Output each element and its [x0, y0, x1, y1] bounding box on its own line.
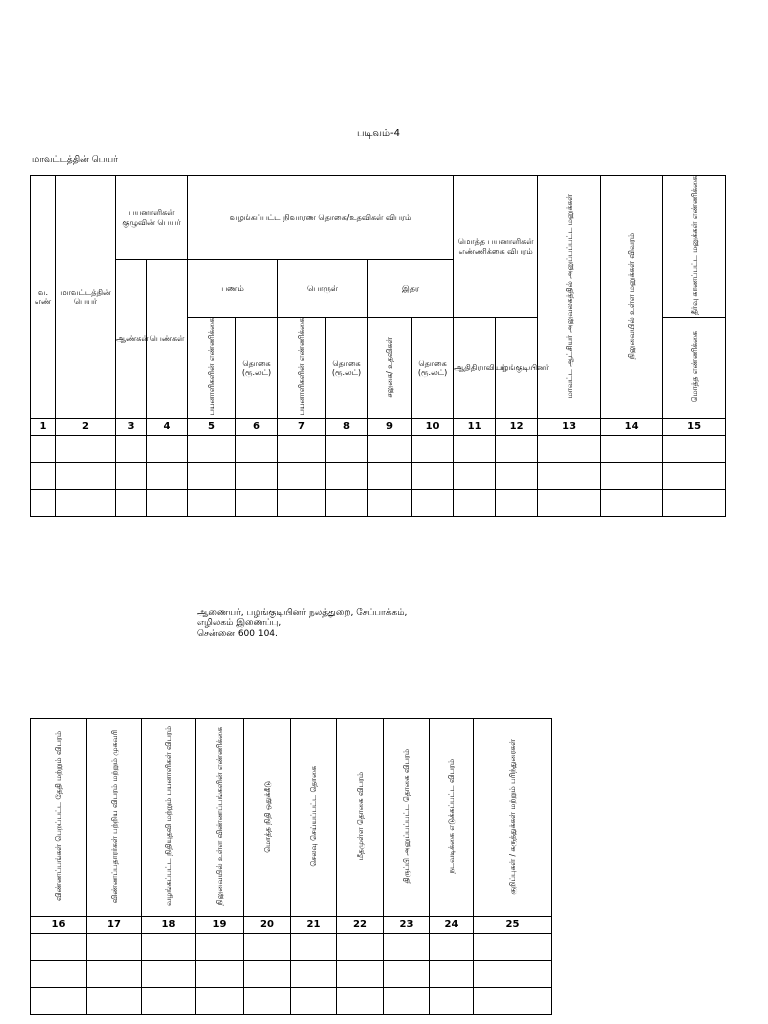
col-number: 1 — [31, 418, 56, 435]
header-sno: வ. எண் — [31, 176, 56, 419]
address-block — [197, 608, 407, 639]
header-aid: வழங்கப்பட்ட நிவாரண தொகை/உதவிகள் விபரம் — [188, 176, 454, 260]
col-number: 10 — [412, 418, 454, 435]
col-number: 12 — [496, 418, 538, 435]
header-c12: பழங்குடியினர் — [496, 318, 538, 419]
header-c23: திருப்பி அனுப்பப்பட்ட தொகை விபரம் — [384, 719, 430, 917]
form-title: படிவம்-4 — [357, 128, 400, 139]
header-group: பயனாளிகள் குழுவின் பெயர் — [116, 176, 188, 260]
header-c13: மாவட்ட ஆட்சியர் அலுவலகத்தில் அனுப்பப்பட்ட மனுக்கள் — [538, 176, 601, 419]
main-table — [30, 175, 726, 517]
district-label: மாவட்டத்தின் பெயர் — [32, 155, 118, 165]
header-c5: பயனாளிகளின் எண்ணிக்கை — [188, 318, 236, 419]
col-number: 11 — [454, 418, 496, 435]
header-c25: குறிப்புகள் / கருத்துக்கள் மற்றும் பரிந்துரைகள் — [474, 719, 552, 917]
col-number: 18 — [142, 917, 196, 934]
header-share: மொத்த பயனாளிகள் எண்ணிக்கை விபரம் — [454, 176, 538, 318]
table-row — [31, 988, 552, 1015]
col-number: 16 — [31, 917, 87, 934]
header-goods: பொருள் — [278, 260, 368, 318]
col-number: 8 — [326, 418, 368, 435]
address-line: ஆணையர், பழங்குடியினர் நலத்துறை, சேப்பாக்கம், — [197, 608, 408, 618]
header-c15: மொத்த எண்ணிக்கை — [663, 318, 726, 419]
col-number: 9 — [368, 418, 412, 435]
header-c10: தொகை (ரூ.லட்) — [412, 318, 454, 419]
col-number: 21 — [291, 917, 337, 934]
col-number: 24 — [430, 917, 474, 934]
col-number: 23 — [384, 917, 430, 934]
header-other: இதர — [368, 260, 454, 318]
address-line: சென்னை 600 104. — [197, 628, 278, 639]
col-number: 15 — [663, 418, 726, 435]
col-number: 5 — [188, 418, 236, 435]
header-c18: வழங்கப்பட்ட நிதியுதவி மற்றும் பயனாளிகள் விபரம் — [142, 719, 196, 917]
header-c14: நிலுவையில் உள்ள மனுக்கள் விவரம் — [601, 176, 663, 419]
table-row — [31, 961, 552, 988]
header-c22: மீதமுள்ள தொகை விபரம் — [337, 719, 384, 917]
header-c11: ஆதிதிராவிடர் — [454, 318, 496, 419]
address-line: எழிலகம் இணைப்பு, — [197, 618, 282, 629]
col-number: 14 — [601, 418, 663, 435]
header-c16: விண்ணப்பங்கள் பெறப்பட்ட தேதி மற்றும் விபரம் — [31, 719, 87, 917]
second-table — [30, 718, 552, 1015]
table-row — [31, 462, 726, 489]
header-c9: சலுகை/ உதவிகள் — [368, 318, 412, 419]
col-number: 17 — [87, 917, 142, 934]
col-number: 3 — [116, 418, 147, 435]
header-c21: செலவு செய்யப்பட்ட தொகை — [291, 719, 337, 917]
col-number: 6 — [236, 418, 278, 435]
header-c19: நிலுவையில் உள்ள விண்ணப்பங்களின் எண்ணிக்கை — [196, 719, 244, 917]
col-number: 22 — [337, 917, 384, 934]
header-group-female: பெண்கள் — [147, 260, 188, 419]
col-number: 13 — [538, 418, 601, 435]
header-group-male: ஆண்கள் — [116, 260, 147, 419]
col-number: 20 — [244, 917, 291, 934]
col-number: 7 — [278, 418, 326, 435]
header-c7: பயனாளிகளின் எண்ணிக்கை — [278, 318, 326, 419]
header-c6: தொகை (ரூ.லட்) — [236, 318, 278, 419]
header-c15-top: தீர்வு காணப்பட்ட மனுக்கள் எண்ணிக்கை — [663, 176, 726, 318]
header-district: மாவட்டத்தின் பெயர் — [56, 176, 116, 419]
header-c20: மொத்த நிதி ஒதுக்கீடு — [244, 719, 291, 917]
header-cash: பணம் — [188, 260, 278, 318]
table-row — [31, 489, 726, 516]
table-row — [31, 435, 726, 462]
table-row — [31, 934, 552, 961]
header-c8: தொகை (ரூ.லட்) — [326, 318, 368, 419]
header-c17: விண்ணப்பதாரர்கள் பற்றிய விபரம் மற்றும் முகவரி — [87, 719, 142, 917]
header-c24: நடவடிக்கை எடுக்கப்பட்ட விபரம் — [430, 719, 474, 917]
col-number: 19 — [196, 917, 244, 934]
col-number: 25 — [474, 917, 552, 934]
col-number: 4 — [147, 418, 188, 435]
col-number: 2 — [56, 418, 116, 435]
